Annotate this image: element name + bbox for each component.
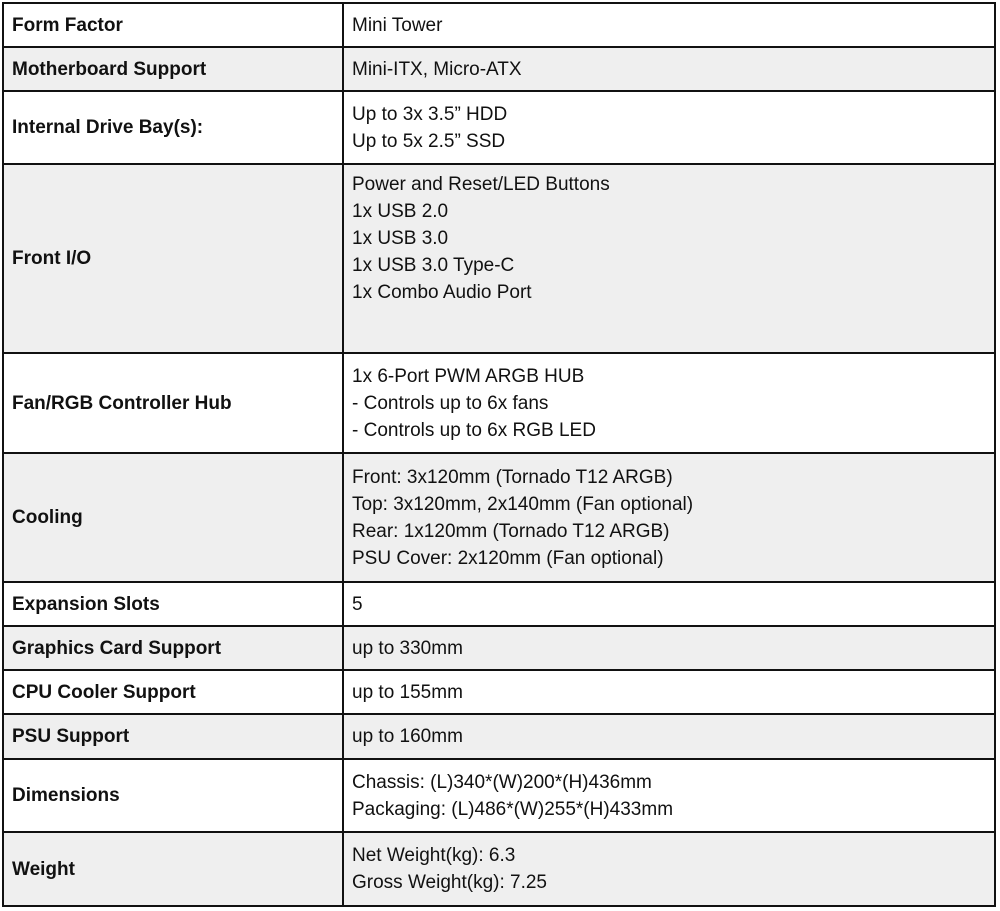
spec-value-line: 5 xyxy=(352,593,363,615)
spec-value xyxy=(343,626,995,670)
spec-row-motherboard-support xyxy=(3,47,995,91)
spec-value-line: Mini-ITX, Micro-ATX xyxy=(352,58,522,80)
spec-value-line: up to 160mm xyxy=(352,726,463,747)
spec-value-line: 1x USB 3.0 Type-C xyxy=(352,255,515,276)
spec-value-line: 1x 6-Port PWM ARGB HUB xyxy=(352,365,585,387)
spec-value-line: - Controls up to 6x RGB LED xyxy=(352,419,596,441)
spec-value-line: Front: 3x120mm (Tornado T12 ARGB) xyxy=(352,466,673,488)
spec-label: Cooling xyxy=(3,453,343,582)
spec-value-line: Up to 3x 3.5” HDD xyxy=(352,103,508,125)
spec-value xyxy=(343,453,995,582)
spec-label: PSU Support xyxy=(3,714,343,759)
spec-row-cooling xyxy=(3,453,995,582)
spec-label: Graphics Card Support xyxy=(3,626,343,670)
spec-value-line: Power and Reset/LED Buttons xyxy=(352,174,610,195)
spec-value-line: 1x USB 2.0 xyxy=(352,201,449,222)
spec-label: CPU Cooler Support xyxy=(3,670,343,714)
spec-value-line: PSU Cover: 2x120mm (Fan optional) xyxy=(352,547,664,569)
spec-value-line: Packaging: (L)486*(W)255*(H)433mm xyxy=(352,798,674,820)
spec-row-psu-support xyxy=(3,714,995,759)
spec-value xyxy=(343,714,995,759)
spec-value-line: Top: 3x120mm, 2x140mm (Fan optional) xyxy=(352,493,694,515)
spec-row-expansion-slots xyxy=(3,582,995,626)
spec-row-weight xyxy=(3,832,995,906)
spec-row-cpu-cooler-support xyxy=(3,670,995,714)
spec-value xyxy=(343,670,995,714)
spec-label: Front I/O xyxy=(3,164,343,353)
spec-value-line: 1x USB 3.0 xyxy=(352,228,449,249)
spec-value-line: Net Weight(kg): 6.3 xyxy=(352,845,516,866)
spec-table xyxy=(2,2,996,907)
spec-value-line: - Controls up to 6x fans xyxy=(352,392,549,414)
spec-value-line: Rear: 1x120mm (Tornado T12 ARGB) xyxy=(352,520,670,542)
spec-label: Weight xyxy=(3,832,343,906)
spec-value-line: Gross Weight(kg): 7.25 xyxy=(352,872,548,893)
spec-value-line: 1x Combo Audio Port xyxy=(352,282,532,303)
spec-value xyxy=(343,47,995,91)
spec-label: Motherboard Support xyxy=(3,47,343,91)
spec-value xyxy=(343,832,995,906)
spec-value xyxy=(343,353,995,453)
spec-label: Expansion Slots xyxy=(3,582,343,626)
spec-row-front-io xyxy=(3,164,995,353)
spec-label: Form Factor xyxy=(3,3,343,47)
spec-row-fan-rgb-controller-hub xyxy=(3,353,995,453)
spec-value xyxy=(343,3,995,47)
spec-row-form-factor xyxy=(3,3,995,47)
spec-value-line: Chassis: (L)340*(W)200*(H)436mm xyxy=(352,771,652,793)
spec-label: Fan/RGB Controller Hub xyxy=(3,353,343,453)
spec-value xyxy=(343,91,995,164)
spec-value-line: Mini Tower xyxy=(352,14,443,36)
spec-row-graphics-card-support xyxy=(3,626,995,670)
spec-value-line: Up to 5x 2.5” SSD xyxy=(352,130,506,152)
spec-row-internal-drive-bays xyxy=(3,91,995,164)
spec-value xyxy=(343,164,995,353)
spec-value-line: up to 330mm xyxy=(352,637,463,659)
spec-row-dimensions xyxy=(3,759,995,832)
spec-value xyxy=(343,582,995,626)
spec-label: Dimensions xyxy=(3,759,343,832)
spec-label: Internal Drive Bay(s): xyxy=(3,91,343,164)
spec-value-line: up to 155mm xyxy=(352,681,463,703)
spec-value xyxy=(343,759,995,832)
